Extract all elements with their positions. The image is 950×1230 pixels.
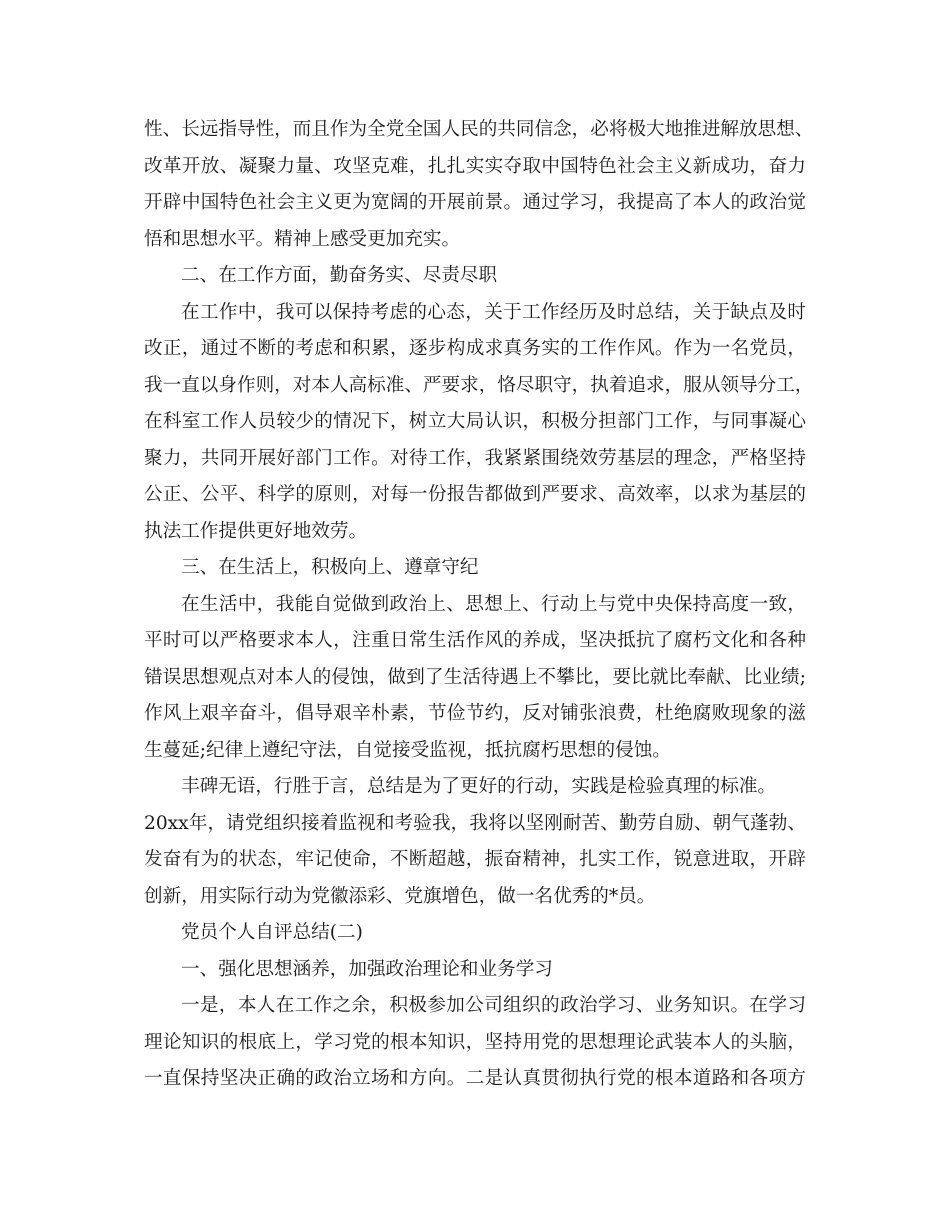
text-line: 丰碑无语，行胜于言，总结是为了更好的行动，实践是检验真理的标准。 (181, 776, 777, 797)
section-heading: 二、在工作方面，勤奋务实、尽责尽职 (181, 265, 498, 286)
text-line: 我一直以身作则，对本人高标准、严要求，恪尽职守，执着追求，服从领导分工， (144, 374, 814, 396)
text-line: 改革开放、凝聚力量、攻坚克难，扎扎实实夺取中国特色社会主义新成功，奋力 (144, 155, 806, 177)
text-line: 创新，用实际行动为党徽添彩、党旗增色，做一名优秀的*员。 (144, 885, 656, 907)
text-line: 在生活中，我能自觉做到政治上、思想上、行动上与党中央保持高度一致， (181, 593, 806, 615)
text-line: 悟和思想水平。精神上感受更加充实。 (144, 228, 461, 250)
text-line: 性、长远指导性，而且作为全党全国人民的共同信念，必将极大地推进解放思想、 (144, 119, 814, 140)
text-line: 执法工作提供更好地效劳。 (144, 520, 368, 542)
document-body (144, 112, 814, 1098)
text-line: 聚力，共同开展好部门工作。对待工作，我紧紧围绕效劳基层的理念，严格坚持 (144, 447, 806, 469)
text-line: 作风上艰辛奋斗，倡导艰辛朴素，节俭节约，反对铺张浪费，杜绝腐败现象的滋 (144, 703, 806, 724)
text-line: 生蔓延;纪律上遵纪守法，自觉接受监视，抵抗腐朽思想的侵蚀。 (144, 739, 671, 761)
text-line: 开辟中国特色社会主义更为宽阔的开展前景。通过学习，我提高了本人的政治觉 (144, 192, 806, 213)
text-line: 改正，通过不断的考虑和积累，逐步构成求真务实的工作作风。作为一名党员， (144, 338, 806, 359)
text-line: 20xx年，请党组织接着监视和考验我，我将以坚刚耐苦、勤劳自励、朝气蓬勃、 (144, 812, 806, 834)
text-line: 发奋有为的状态，牢记使命，不断超越，振奋精神，扎实工作，锐意进取，开辟 (144, 849, 806, 870)
text-line: 在工作中，我可以保持考虑的心态，关于工作经历及时总结，关于缺点及时 (181, 301, 806, 323)
section-heading: 三、在生活上，积极向上、遵章守纪 (181, 557, 479, 578)
section-title: 党员个人自评总结(二) (181, 922, 363, 943)
text-line: 错误思想观点对本人的侵蚀，做到了生活待遇上不攀比，要比就比奉献、比业绩; (144, 666, 806, 688)
text-line: 理论知识的根底上，学习党的根本知识，坚持用党的思想理论武装本人的头脑， (144, 1031, 806, 1053)
text-line: 一是，本人在工作之余，积极参加公司组织的政治学习、业务知识。在学习 (181, 995, 806, 1016)
text-line: 平时可以严格要求本人，注重日常生活作风的养成，坚决抵抗了腐朽文化和各种 (144, 630, 806, 651)
text-line: 公正、公平、科学的原则，对每一份报告都做到严要求、高效率，以求为基层的 (144, 484, 806, 505)
text-line: 在科室工作人员较少的情况下，树立大局认识，积极分担部门工作，与同事凝心 (144, 411, 806, 432)
text-line: 一直保持坚决正确的政治立场和方向。二是认真贯彻执行党的根本道路和各项方 (144, 1068, 806, 1089)
section-heading: 一、强化思想涵养，加强政治理论和业务学习 (181, 958, 553, 980)
